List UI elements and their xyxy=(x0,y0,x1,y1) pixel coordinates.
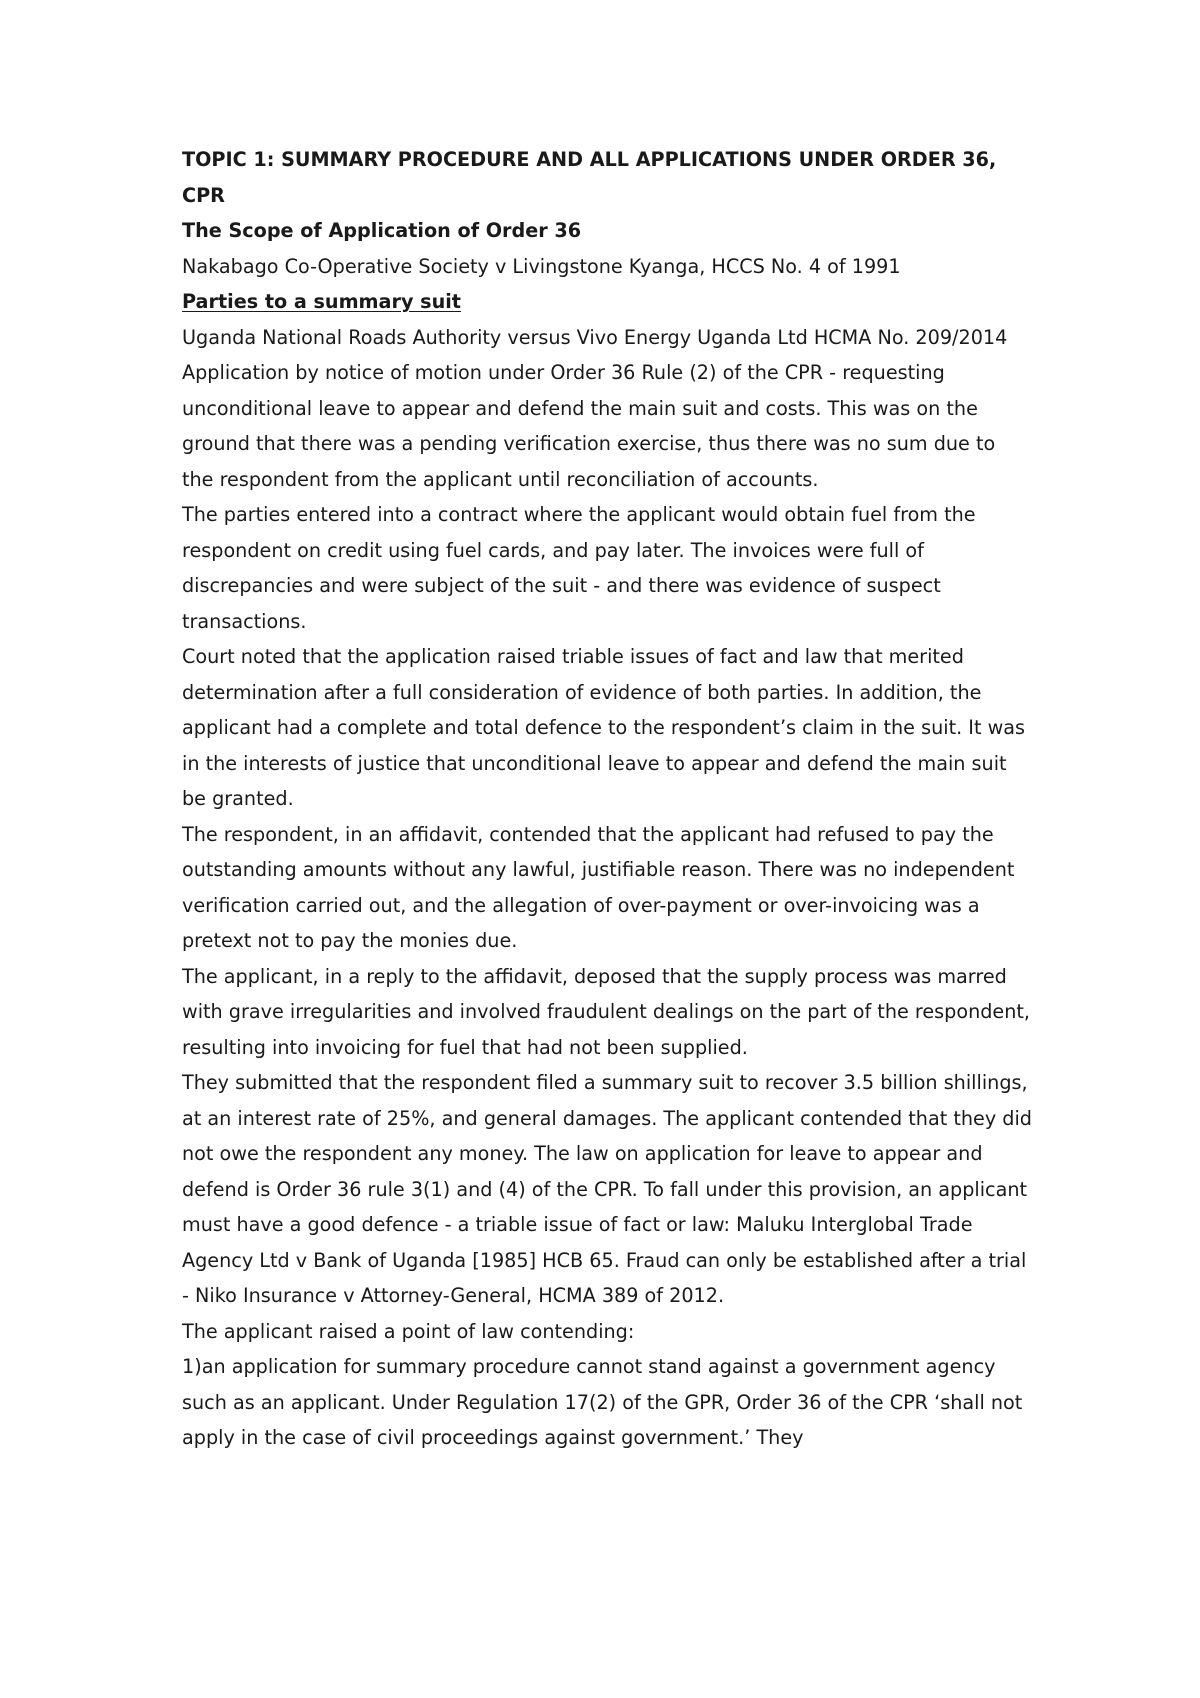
paragraph-submissions: They submitted that the respondent filed a summary suit to recover 3.5 billion shillings, at an interest rate of 25%, and general damages. The applicant contended that they did not owe the respondent any money. The law on application for leave to appear and defend is Order 36 rule 3(1) and (4) of the CPR. To fall under this provision, an applicant must have a good defence - a triable issue of fact or law: Maluku Interglobal Trade Agency Ltd v Bank of Uganda [1985] HCB 65. Fraud can only be established after a trial - Niko Insurance v Attorney-General, HCMA 389 of 2012. xyxy=(182,1071,1032,1307)
scope-heading: The Scope of Application of Order 36 xyxy=(182,219,582,242)
paragraph-point-of-law: The applicant raised a point of law contending: xyxy=(182,1319,635,1343)
paragraph-respondent-affidavit: The respondent, in an affidavit, contended that the applicant had refused to pay the outstanding amounts without any lawful, justifiable reason. There was no independent verification carried out, and the allegation of over-payment or over-invoicing was a pretext not to pay the monies due. xyxy=(182,822,1015,952)
document-title: TOPIC 1: SUMMARY PROCEDURE AND ALL APPLICATIONS UNDER ORDER 36, CPR xyxy=(182,148,997,207)
document-body xyxy=(182,142,1032,1456)
paragraph-contract: The parties entered into a contract where the applicant would obtain fuel from the respondent on credit using fuel cards, and pay later. The invoices were full of discrepancies and were subject of the suit - and there was evidence of suspect transactions. xyxy=(182,503,976,633)
paragraph-applicant-reply: The applicant, in a reply to the affidavit, deposed that the supply process was marred with grave irregularities and involved fraudulent dealings on the part of the respondent, resulting into invoicing for fuel that had not been supplied. xyxy=(182,964,1030,1059)
paragraph-point-one: 1)an application for summary procedure cannot stand against a government agency such as an applicant. Under Regulation 17(2) of the GPR, Order 36 of the CPR ‘shall not apply in the case of civil proceedings against government.’ They xyxy=(182,1355,1023,1449)
paragraph-application: Application by notice of motion under Order 36 Rule (2) of the CPR - requesting unconditional leave to appear and defend the main suit and costs. This was on the ground that there was a pending verification exercise, thus there was no sum due to the respondent from the applicant until reconciliation of accounts. xyxy=(182,361,996,491)
parties-heading: Parties to a summary suit xyxy=(182,290,461,313)
scope-case-citation: Nakabago Co-Operative Society v Livingstone Kyanga, HCCS No. 4 of 1991 xyxy=(182,254,901,278)
paragraph-court-noted: Court noted that the application raised triable issues of fact and law that merited determination after a full consideration of evidence of both parties. In addition, the applicant had a complete and total defence to the respondent’s claim in the suit. It was in the interests of justice that unconditional leave to appear and defend the main suit be granted. xyxy=(182,645,1026,810)
parties-case-citation: Uganda National Roads Authority versus Vivo Energy Uganda Ltd HCMA No. 209/2014 xyxy=(182,325,1008,349)
